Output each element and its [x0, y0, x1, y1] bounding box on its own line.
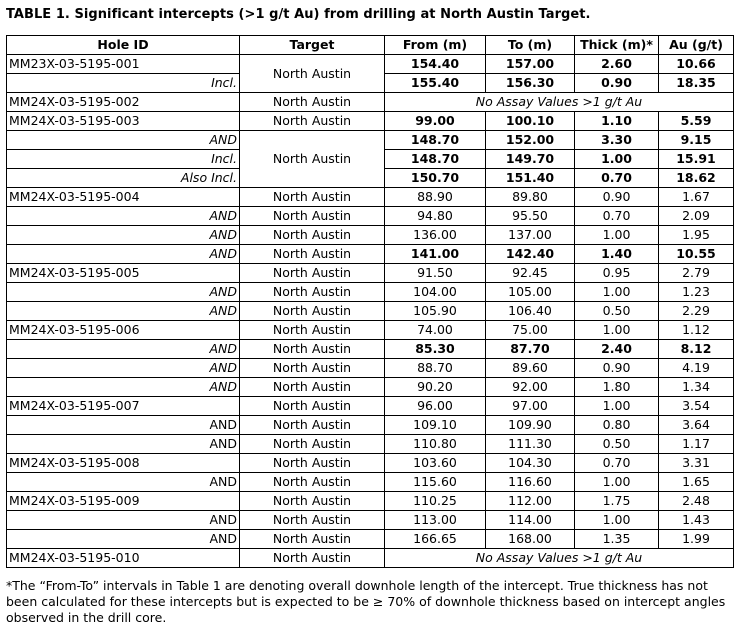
target-cell: North Austin [240, 283, 385, 302]
hole-id-cell: Incl. [7, 150, 240, 169]
no-assay-note: No Assay Values >1 g/t Au [385, 549, 734, 568]
no-assay-note: No Assay Values >1 g/t Au [385, 93, 734, 112]
table-row [7, 302, 734, 321]
from-cell: 155.40 [385, 74, 486, 93]
to-cell: 92.45 [486, 264, 575, 283]
from-cell: 150.70 [385, 169, 486, 188]
thick-cell: 1.00 [575, 511, 659, 530]
table-row [7, 340, 734, 359]
au-cell: 1.99 [659, 530, 734, 549]
to-cell: 106.40 [486, 302, 575, 321]
hole-id-cell: AND [7, 302, 240, 321]
table-row [7, 264, 734, 283]
target-cell: North Austin [240, 112, 385, 131]
from-cell: 94.80 [385, 207, 486, 226]
thick-cell: 1.00 [575, 473, 659, 492]
target-cell: North Austin [240, 473, 385, 492]
from-cell: 105.90 [385, 302, 486, 321]
to-cell: 92.00 [486, 378, 575, 397]
thick-cell: 1.75 [575, 492, 659, 511]
to-cell: 75.00 [486, 321, 575, 340]
thick-cell: 0.90 [575, 188, 659, 207]
thick-cell: 2.60 [575, 55, 659, 74]
thick-cell: 1.00 [575, 226, 659, 245]
hole-id-cell: AND [7, 416, 240, 435]
intercepts-table [6, 35, 734, 568]
au-cell: 1.95 [659, 226, 734, 245]
hole-id-cell: AND [7, 131, 240, 150]
hole-id-cell: AND [7, 226, 240, 245]
from-cell: 110.25 [385, 492, 486, 511]
from-cell: 141.00 [385, 245, 486, 264]
table-row [7, 511, 734, 530]
au-cell: 3.64 [659, 416, 734, 435]
thick-cell: 0.95 [575, 264, 659, 283]
thick-cell: 1.00 [575, 283, 659, 302]
hole-id-cell: AND [7, 359, 240, 378]
hole-id-cell: MM24X-03-5195-002 [7, 93, 240, 112]
from-cell: 109.10 [385, 416, 486, 435]
from-cell: 85.30 [385, 340, 486, 359]
au-cell: 1.23 [659, 283, 734, 302]
header-hole-id: Hole ID [7, 36, 240, 55]
to-cell: 149.70 [486, 150, 575, 169]
to-cell: 100.10 [486, 112, 575, 131]
target-cell: North Austin [240, 264, 385, 283]
au-cell: 1.43 [659, 511, 734, 530]
to-cell: 157.00 [486, 55, 575, 74]
thick-cell: 1.80 [575, 378, 659, 397]
target-cell: North Austin [240, 397, 385, 416]
from-cell: 74.00 [385, 321, 486, 340]
table-row [7, 359, 734, 378]
table-row [7, 131, 734, 150]
hole-id-cell: Also Incl. [7, 169, 240, 188]
target-cell: North Austin [240, 530, 385, 549]
hole-id-cell: AND [7, 283, 240, 302]
table-row [7, 112, 734, 131]
to-cell: 89.60 [486, 359, 575, 378]
hole-id-cell: AND [7, 530, 240, 549]
to-cell: 156.30 [486, 74, 575, 93]
table-row [7, 492, 734, 511]
target-cell: North Austin [240, 93, 385, 112]
thick-cell: 0.90 [575, 359, 659, 378]
from-cell: 96.00 [385, 397, 486, 416]
target-cell: North Austin [240, 226, 385, 245]
au-cell: 2.29 [659, 302, 734, 321]
au-cell: 8.12 [659, 340, 734, 359]
au-cell: 2.09 [659, 207, 734, 226]
au-cell: 18.35 [659, 74, 734, 93]
target-cell: North Austin [240, 359, 385, 378]
table-row [7, 549, 734, 568]
target-cell: North Austin [240, 188, 385, 207]
au-cell: 2.48 [659, 492, 734, 511]
to-cell: 116.60 [486, 473, 575, 492]
table-row [7, 207, 734, 226]
hole-id-cell: AND [7, 435, 240, 454]
to-cell: 95.50 [486, 207, 575, 226]
thick-cell: 1.00 [575, 397, 659, 416]
table-row [7, 416, 734, 435]
thick-cell: 1.35 [575, 530, 659, 549]
header-target: Target [240, 36, 385, 55]
thick-cell: 1.10 [575, 112, 659, 131]
to-cell: 111.30 [486, 435, 575, 454]
hole-id-cell: MM23X-03-5195-001 [7, 55, 240, 74]
to-cell: 168.00 [486, 530, 575, 549]
hole-id-cell: MM24X-03-5195-009 [7, 492, 240, 511]
to-cell: 104.30 [486, 454, 575, 473]
from-cell: 113.00 [385, 511, 486, 530]
hole-id-cell: AND [7, 378, 240, 397]
target-cell: North Austin [240, 435, 385, 454]
thick-cell: 2.40 [575, 340, 659, 359]
au-cell: 1.17 [659, 435, 734, 454]
au-cell: 10.66 [659, 55, 734, 74]
hole-id-cell: MM24X-03-5195-007 [7, 397, 240, 416]
from-cell: 148.70 [385, 131, 486, 150]
header-from: From (m) [385, 36, 486, 55]
thick-cell: 0.70 [575, 169, 659, 188]
table-row [7, 245, 734, 264]
au-cell: 1.12 [659, 321, 734, 340]
table-title: TABLE 1. Significant intercepts (>1 g/t Au) from drilling at North Austin Target. [6, 7, 591, 22]
target-cell: North Austin [240, 454, 385, 473]
target-cell: North Austin [240, 55, 385, 93]
from-cell: 90.20 [385, 378, 486, 397]
target-cell: North Austin [240, 416, 385, 435]
thick-cell: 0.70 [575, 207, 659, 226]
thick-cell: 1.00 [575, 321, 659, 340]
target-cell: North Austin [240, 302, 385, 321]
table-row [7, 378, 734, 397]
au-cell: 10.55 [659, 245, 734, 264]
table-row [7, 93, 734, 112]
table-row [7, 188, 734, 207]
table-row [7, 55, 734, 74]
target-cell: North Austin [240, 131, 385, 188]
to-cell: 97.00 [486, 397, 575, 416]
table-row [7, 283, 734, 302]
table-row [7, 397, 734, 416]
au-cell: 18.62 [659, 169, 734, 188]
header-thick: Thick (m)* [575, 36, 659, 55]
to-cell: 105.00 [486, 283, 575, 302]
thick-cell: 0.70 [575, 454, 659, 473]
au-cell: 4.19 [659, 359, 734, 378]
to-cell: 112.00 [486, 492, 575, 511]
thick-cell: 1.40 [575, 245, 659, 264]
hole-id-cell: AND [7, 473, 240, 492]
hole-id-cell: Incl. [7, 74, 240, 93]
from-cell: 88.90 [385, 188, 486, 207]
thick-cell: 0.80 [575, 416, 659, 435]
hole-id-cell: MM24X-03-5195-008 [7, 454, 240, 473]
from-cell: 88.70 [385, 359, 486, 378]
from-cell: 99.00 [385, 112, 486, 131]
target-cell: North Austin [240, 511, 385, 530]
target-cell: North Austin [240, 207, 385, 226]
to-cell: 142.40 [486, 245, 575, 264]
from-cell: 115.60 [385, 473, 486, 492]
to-cell: 151.40 [486, 169, 575, 188]
to-cell: 114.00 [486, 511, 575, 530]
thick-cell: 1.00 [575, 150, 659, 169]
target-cell: North Austin [240, 549, 385, 568]
to-cell: 109.90 [486, 416, 575, 435]
table-row [7, 435, 734, 454]
hole-id-cell: MM24X-03-5195-006 [7, 321, 240, 340]
from-cell: 154.40 [385, 55, 486, 74]
to-cell: 137.00 [486, 226, 575, 245]
from-cell: 136.00 [385, 226, 486, 245]
thick-cell: 3.30 [575, 131, 659, 150]
au-cell: 1.34 [659, 378, 734, 397]
au-cell: 3.54 [659, 397, 734, 416]
target-cell: North Austin [240, 340, 385, 359]
hole-id-cell: AND [7, 511, 240, 530]
thick-cell: 0.50 [575, 302, 659, 321]
hole-id-cell: MM24X-03-5195-004 [7, 188, 240, 207]
table-row [7, 473, 734, 492]
au-cell: 1.65 [659, 473, 734, 492]
au-cell: 5.59 [659, 112, 734, 131]
table-row [7, 454, 734, 473]
hole-id-cell: MM24X-03-5195-003 [7, 112, 240, 131]
thick-cell: 0.90 [575, 74, 659, 93]
table-row [7, 226, 734, 245]
hole-id-cell: AND [7, 340, 240, 359]
from-cell: 91.50 [385, 264, 486, 283]
au-cell: 1.67 [659, 188, 734, 207]
thick-cell: 0.50 [575, 435, 659, 454]
hole-id-cell: AND [7, 207, 240, 226]
header-to: To (m) [486, 36, 575, 55]
target-cell: North Austin [240, 321, 385, 340]
to-cell: 87.70 [486, 340, 575, 359]
au-cell: 9.15 [659, 131, 734, 150]
target-cell: North Austin [240, 378, 385, 397]
target-cell: North Austin [240, 245, 385, 264]
au-cell: 3.31 [659, 454, 734, 473]
hole-id-cell: MM24X-03-5195-005 [7, 264, 240, 283]
from-cell: 166.65 [385, 530, 486, 549]
table-row [7, 321, 734, 340]
hole-id-cell: MM24X-03-5195-010 [7, 549, 240, 568]
footnote: *The “From-To” intervals in Table 1 are denoting overall downhole length of the intercept. True thickness has not been calculated for these intercepts but is expected to be ≥ 70% of downhole thickness based on intercept angles observed in the drill core. [6, 578, 726, 625]
au-cell: 15.91 [659, 150, 734, 169]
header-au: Au (g/t) [659, 36, 734, 55]
from-cell: 103.60 [385, 454, 486, 473]
table-row [7, 530, 734, 549]
from-cell: 110.80 [385, 435, 486, 454]
from-cell: 148.70 [385, 150, 486, 169]
header-row [7, 36, 734, 55]
au-cell: 2.79 [659, 264, 734, 283]
to-cell: 152.00 [486, 131, 575, 150]
hole-id-cell: AND [7, 245, 240, 264]
to-cell: 89.80 [486, 188, 575, 207]
target-cell: North Austin [240, 492, 385, 511]
from-cell: 104.00 [385, 283, 486, 302]
